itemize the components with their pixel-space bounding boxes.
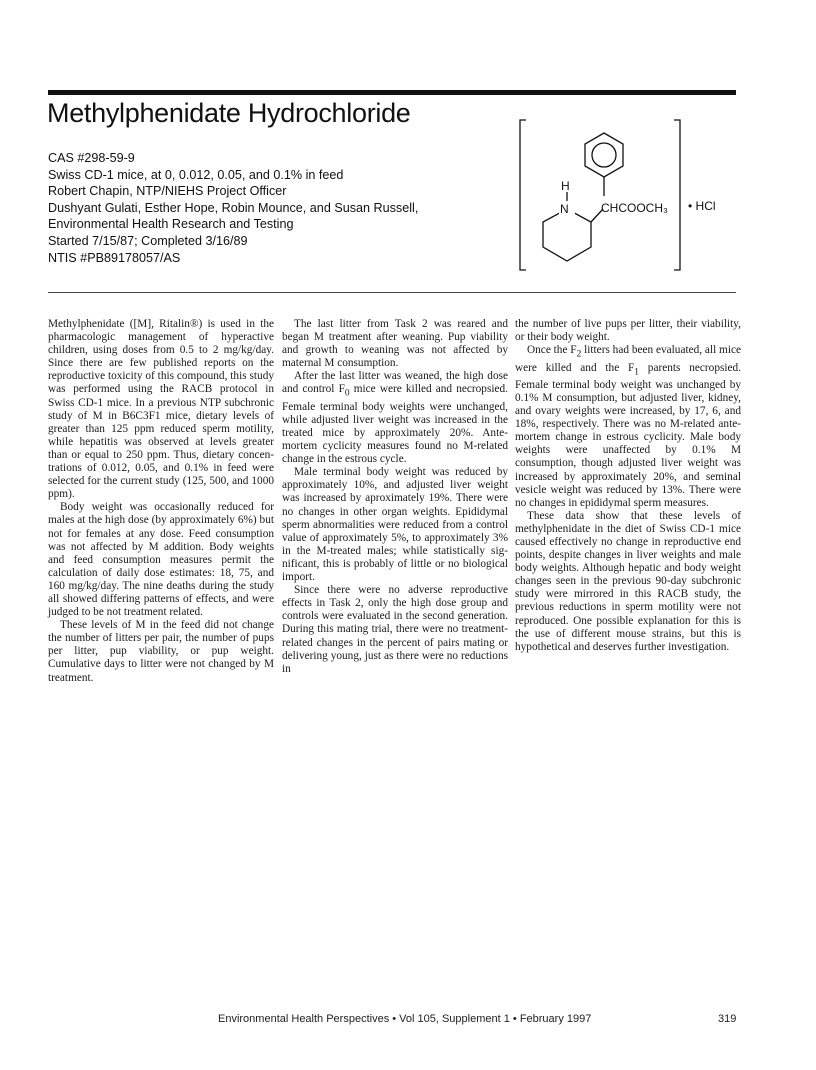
paragraph: The last litter from Task 2 was reared and began M treatment after weaning. Pup viability and growth to weaning was not affected by maternal M consumption. [282,318,508,370]
study-design: Swiss CD-1 mice, at 0, 0.012, 0.05, and 0.1% in feed [48,167,344,182]
study-dates: Started 7/15/87; Completed 3/16/89 [48,233,248,248]
paragraph: Once the $F_2$ litters had been evaluated, all mice were killed and the $F_1$ parents necropsied. Female terminal body weight was unchanged by 0.1% M consumption, but adjusted liver, kidney, and ovary weights were increased, by 17, 6, and 18%, respectively. There was no M-related antemortem change in estrous cyclicity. Male body weights were unaffected by 0.1% M consumption, though adjusted liver weight was increased by approximately 20%, and seminal vesicle weight was reduced by 13%. There were no changes in epididymal sperm measures. [515,344,741,509]
paragraph: These levels of M in the feed did not change the number of litters per pair, the number of pups per litter, pup viability, or pup weight. Cumulative days to litter were not changed by M treatment. [48,619,274,684]
paragraph: Body weight was occasionally reduced for males at the high dose (by approximately 6%) but not for females at any dose. Feed consumption was not affected by M addition. Body weights and feed consumption measures permit the calculation of daily dose estimates: 18, 75, and 160 mg/kg/day. The nine deaths during the study all showed differing patterns of effects, and were judged to be not treatment related. [48,501,274,619]
header-separator [48,292,736,293]
cas-number: CAS #298-59-9 [48,151,135,165]
right-bracket [674,120,680,270]
column-1 [48,318,274,685]
column-3 [515,318,741,654]
column-2 [282,318,508,676]
journal-citation: Environmental Health Perspectives • Vol 105, Supplement 1 • February 1997 [218,1013,592,1025]
page-title: Methylphenidate Hydrochloride [47,98,411,128]
ester-group-label: CHCOOCH₃ [601,201,668,215]
paragraph: After the last litter was weaned, the high dose and control $F_0$ mice were killed and necropsied. Female terminal body weights were unchanged, while adjusted liver weight was increased in the treated mice by approximately 20%. Ante-mortem cyclicity measures found no M-related change in the estrous cycle. [282,370,508,466]
paragraph: Since there were no adverse reproductive effects in Task 2, only the high dose group and controls were evaluated in the second generation. During this mating trial, there were no treatment-related changes in the percent of pairs mating or delivering young, just as there were no reductions in [282,584,508,675]
piperidine-ring [543,209,591,261]
investigators: Dushyant Gulati, Esther Hope, Robin Mounce, and Susan Russell, [48,200,419,215]
paragraph: the number of live pups per litter, their viability, or their body weight. [515,318,741,344]
title-rule [48,90,736,95]
ntis-number: NTIS #PB89178057/AS [48,250,181,265]
chemical-structure [505,112,745,277]
paragraph: These data show that these levels of methylphenidate in the diet of Swiss CD-1 mice caused effectively no change in reproductive end points, despite changes in liver weights and male body weights. Although hepatic and body weight changes seen in the previous 90-day subchronic study were mirrored in this RACB study, the previous reductions in sperm motility were not reproduced. One possible explanation for this is the use of different mouse strains, but this is hypothetical and deserves further investigation. [515,509,741,653]
study-metadata [48,150,488,266]
hcl-label: • HCl [688,199,716,213]
page-number: 319 [718,1013,737,1025]
benzene-ring [585,133,623,177]
left-bracket [520,120,526,270]
paragraph: Male terminal body weight was reduced by approximately 10%, and adjusted liver weight was increased by aproximately 19%. There were no changes in other organ weights. Epididymal sperm abnormalities were reduced from a control value of approximately 5%, to approximately 3% in the M-treated males; while statistically significant, this is probably of little or no biological import. [282,466,508,584]
project-officer: Robert Chapin, NTP/NIEHS Project Officer [48,184,287,199]
nitrogen-label: N [560,202,569,216]
hydrogen-label: H [561,179,570,193]
paragraph: Methylphenidate ([M], Ritalin®) is used in the pharmacologic management of hyperactive children, using doses from 0.5 to 2 mg/kg/day. Since there are few published reports on the reproductive toxicity of this compound, this study was performed using the RACB protocol in Swiss CD-1 mice. In a previous NTP subchronic study of M in B6C3F1 mice, dietary levels of greater than 125 ppm reduced sperm motility, while hepatitis was observed at levels greater than or equal to 250 ppm. Thus, dietary concentrations of 0.012, 0.05, and 0.1% in feed were selected for the current study (125, 500, and 1000 ppm). [48,318,274,501]
aromatic-circle [592,143,616,167]
laboratory: Environmental Health Research and Testing [48,217,294,232]
